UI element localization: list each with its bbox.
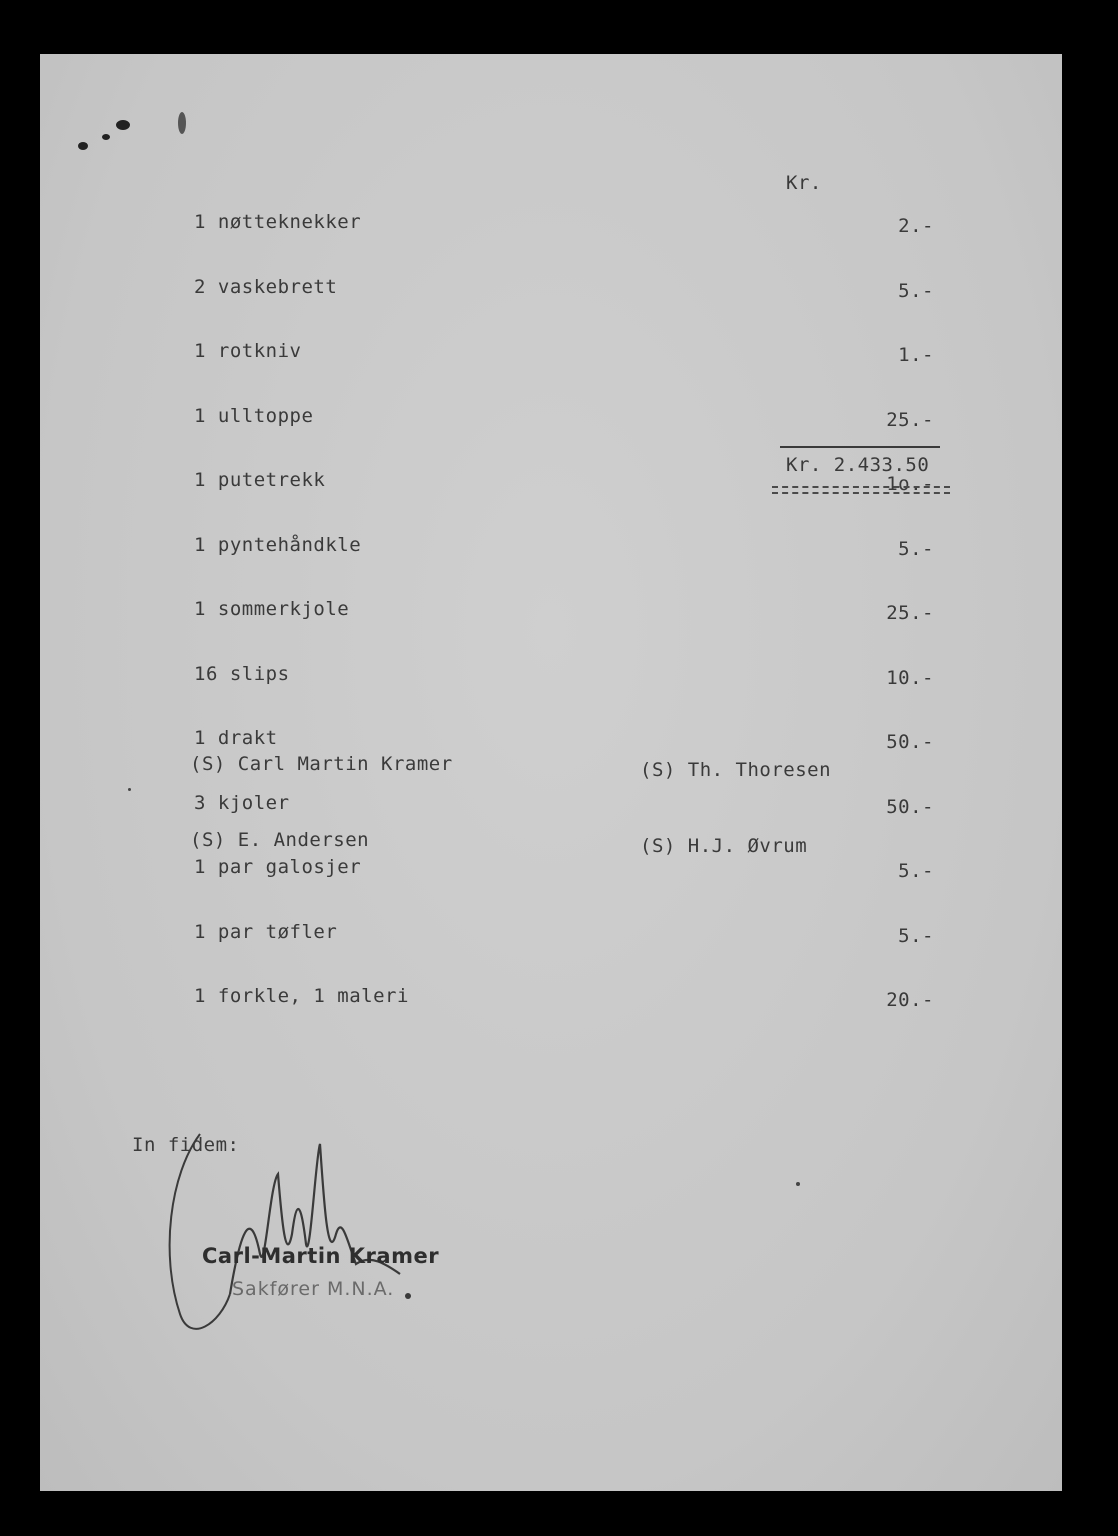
amount-line: 5.-	[898, 860, 934, 882]
signatory-line: (S) Th. Thoresen	[640, 759, 832, 781]
amount-line: 20.-	[886, 989, 934, 1011]
stamp-title: Sakfører M.N.A.	[232, 1278, 395, 1300]
stamp-name: Carl-Martin Kramer	[202, 1244, 440, 1268]
signatories-left	[190, 704, 453, 900]
item-line: 1 ulltoppe	[194, 404, 314, 427]
amount-column	[886, 172, 934, 1055]
amount-line: 2.-	[898, 215, 934, 237]
amount-line: 50.-	[886, 731, 934, 753]
amount-line: 25.-	[886, 602, 934, 624]
item-line: 16 slips	[194, 662, 290, 685]
item-line: 3 kjoler	[194, 791, 290, 814]
amount-line: 25.-	[886, 408, 934, 431]
amount-line: 1.-	[898, 344, 934, 366]
sum-rule	[780, 446, 940, 448]
ink-blot	[78, 142, 88, 150]
item-line: 1 par tøfler	[194, 920, 338, 943]
double-underline	[772, 486, 950, 494]
document-page	[40, 54, 1062, 1491]
ink-blot	[178, 112, 186, 134]
signatory-line: (S) Carl Martin Kramer	[190, 753, 453, 775]
handwritten-signature	[160, 1114, 480, 1344]
item-line: 1 nøtteknekker	[194, 211, 362, 233]
signatory-line: (S) H.J. Øvrum	[640, 835, 808, 857]
amount-line: 5.-	[898, 924, 934, 947]
amount-line: 5.-	[898, 537, 934, 560]
item-line: 1 drakt	[194, 727, 278, 749]
amount-line: 5.-	[898, 279, 934, 302]
amount-line: 1o.-	[886, 473, 934, 495]
ink-blot	[116, 120, 130, 130]
item-line: 2 vaskebrett	[194, 275, 338, 298]
item-line: 1 forkle, 1 maleri	[194, 985, 409, 1007]
item-list	[194, 168, 409, 1051]
item-line: 1 sommerkjole	[194, 598, 350, 620]
speck	[128, 788, 131, 791]
currency-label: Kr.	[786, 172, 822, 194]
amount-line: 50.-	[886, 795, 934, 818]
item-line: 1 rotkniv	[194, 340, 302, 362]
item-line: 1 par galosjer	[194, 856, 362, 878]
item-line: 1 pyntehåndkle	[194, 533, 362, 556]
ink-blot	[102, 134, 110, 140]
total-amount: Kr. 2.433.50	[786, 454, 930, 476]
speck	[796, 1182, 800, 1186]
signatory-line: (S) E. Andersen	[190, 829, 370, 851]
amount-line: 10.-	[886, 666, 934, 689]
signatories-right	[640, 710, 831, 906]
item-line: 1 putetrekk	[194, 469, 326, 491]
in-fidem-label: In fidem:	[132, 1134, 240, 1156]
